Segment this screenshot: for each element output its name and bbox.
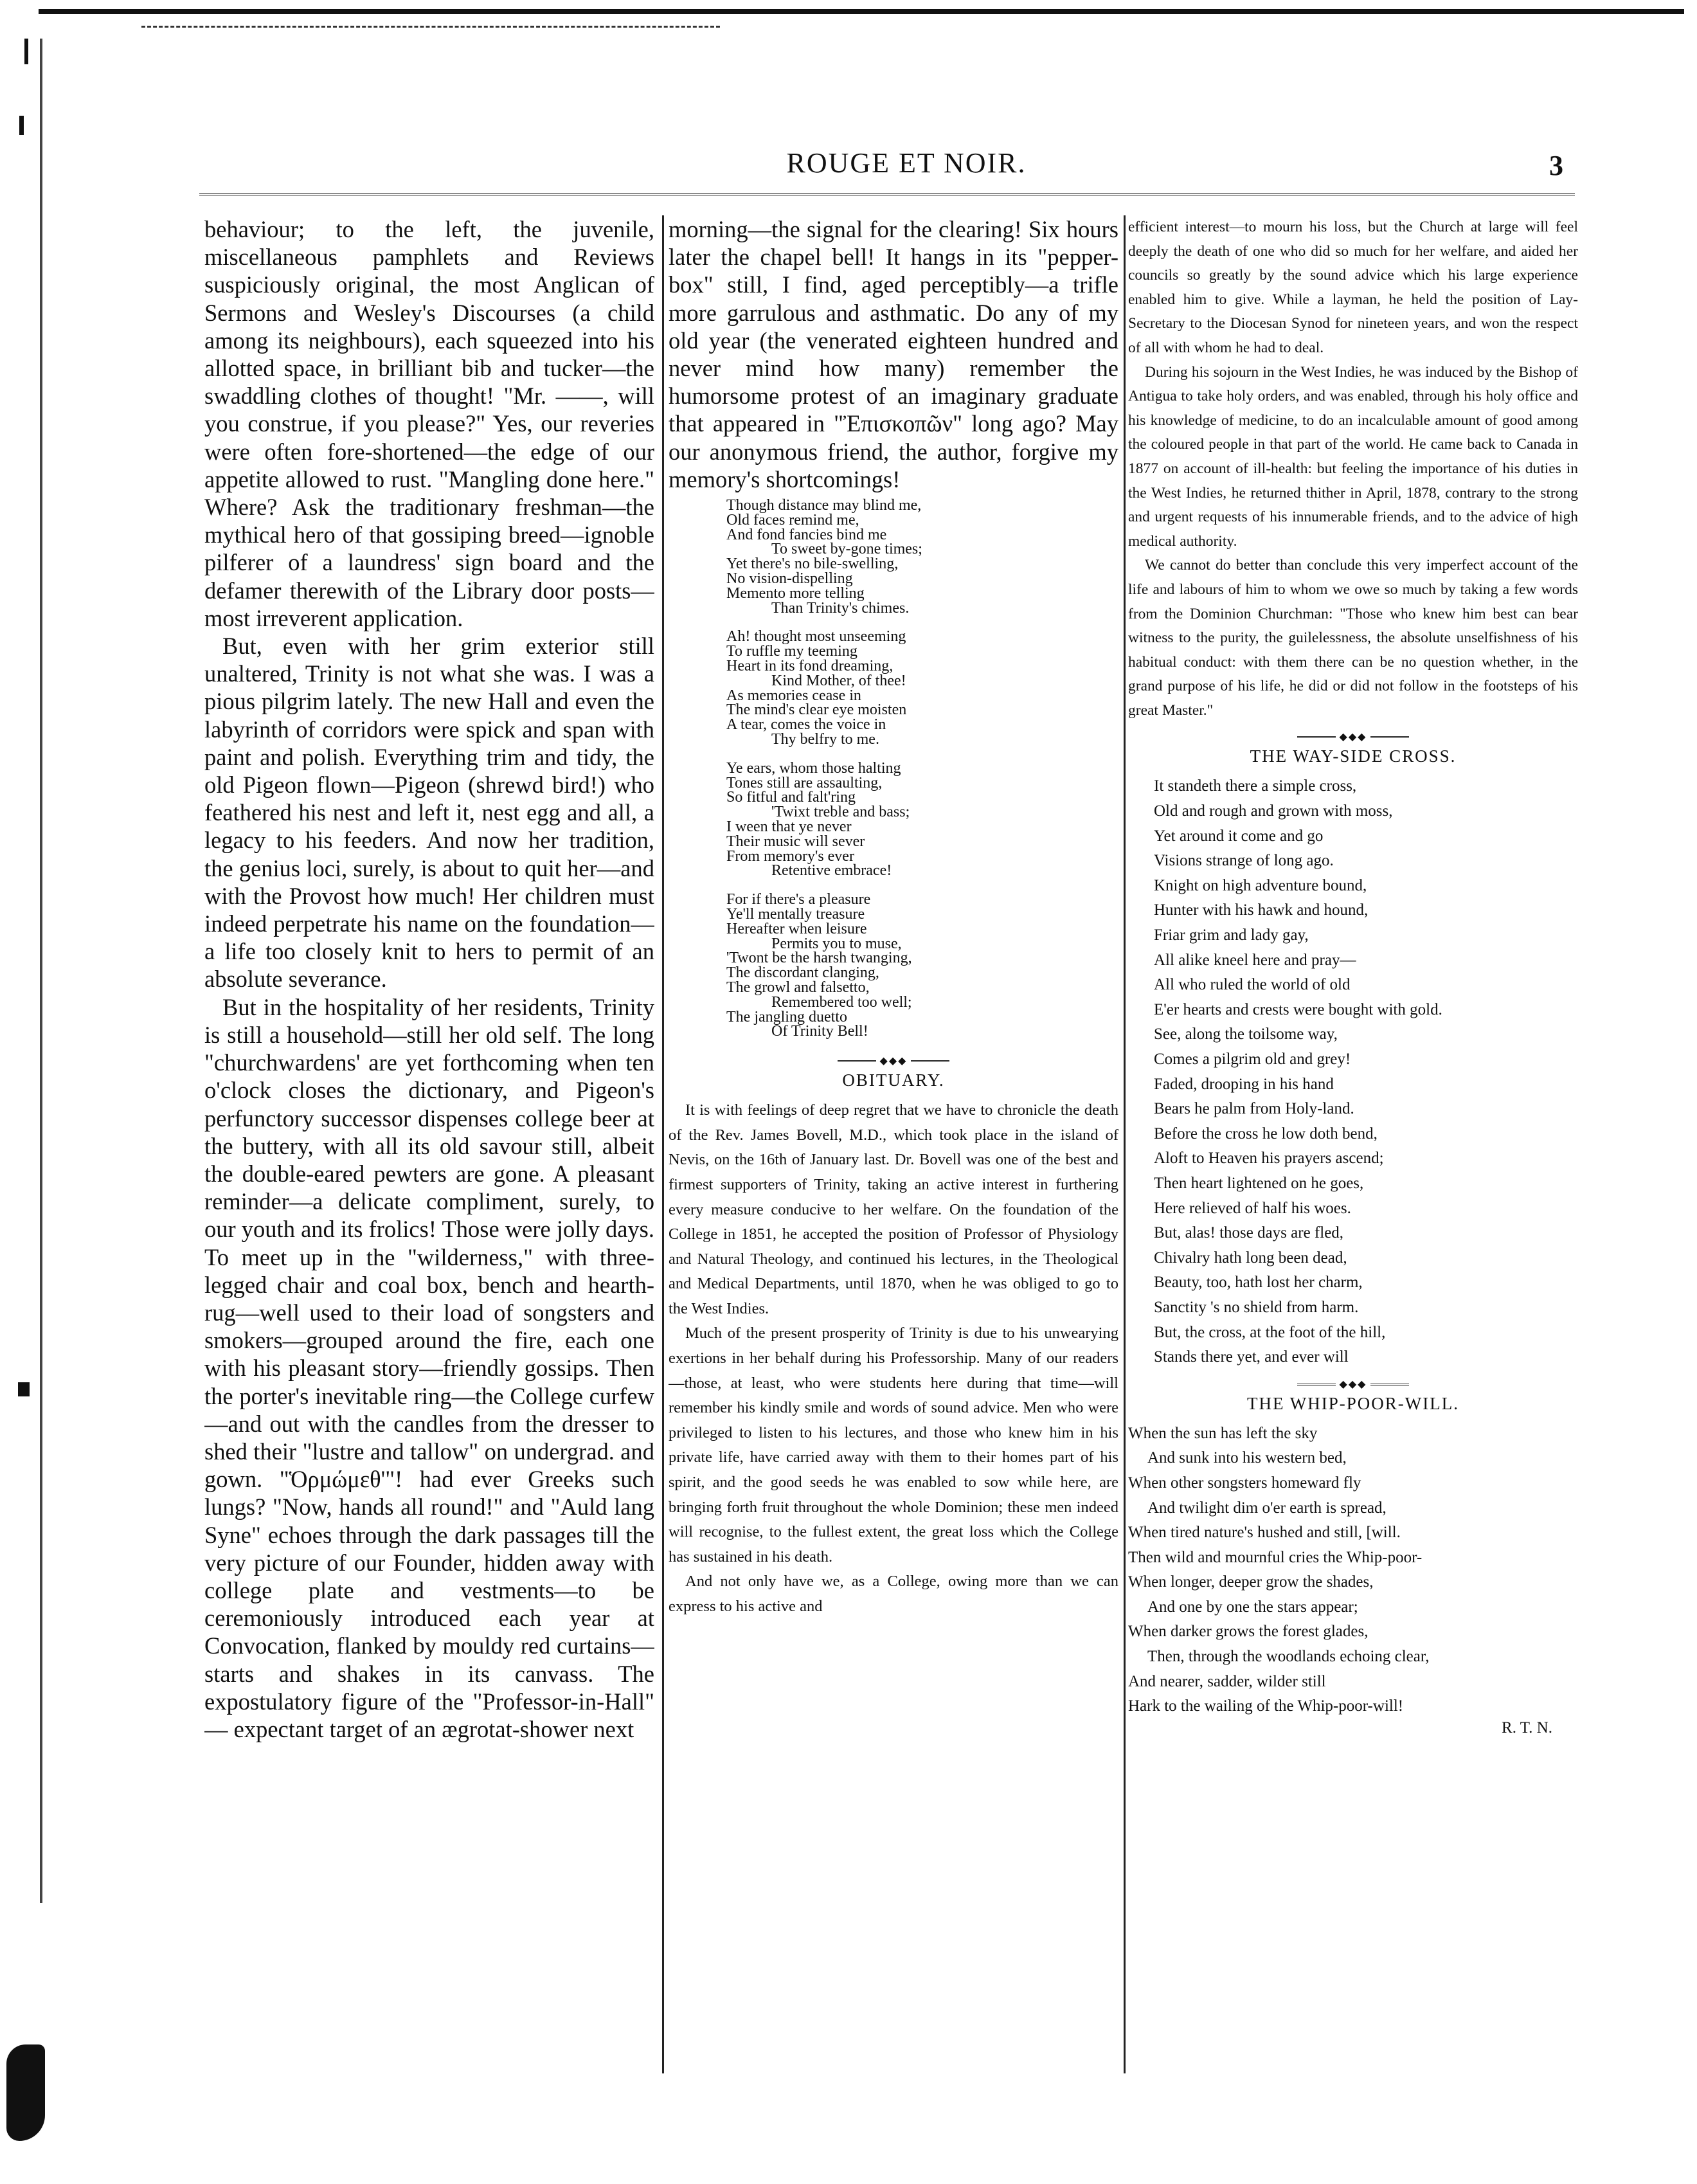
poem-line: Retentive embrace! (771, 862, 892, 880)
header-rule (199, 193, 1575, 195)
poem-line: From memory's ever (726, 847, 854, 865)
poem-line: And nearer, sadder, wilder still (1128, 1672, 1326, 1690)
paragraph: We cannot do better than conclude this very imperfect account of the life and labours of him to whom we owe so much by taking a few words from the Dominion Churchman: "Those who knew him best can bear witness to the purity, the guilelessness, the absolute unselfishness of his habitual conduct: with them there can be no question whether, in the grand purpose of his life, he did or did not follow in the footsteps of his great Master." (1128, 557, 1578, 719)
bell-poem (726, 498, 1118, 1039)
poem-line: Beauty, too, hath lost her charm, (1154, 1274, 1363, 1292)
poem-line: When darker grows the forest glades, (1128, 1623, 1369, 1641)
poem-line: Memento more telling (726, 584, 865, 602)
poem-line: The jangling duetto (726, 1008, 847, 1025)
poem-line: But, the cross, at the foot of the hill, (1154, 1323, 1386, 1341)
poem-line: Tones still are assaulting, (726, 774, 883, 791)
signature: R. T. N. (1502, 1719, 1552, 1737)
paragraph: efficient interest—to mourn his loss, but the Church at large will feel deeply the death of one who did so much for her welfare, and aided her councils so greatly by the sound advice which his large experience enabled him to give. While a layman, he held the position of Lay-Secretary to the Diocesan Synod for nineteen years, and won the respect of all with whom he had to deal. (1128, 219, 1578, 356)
poem-line: Hark to the wailing of the Whip-poor-will! (1128, 1697, 1404, 1715)
paragraph: But, even with her grim exterior still unaltered, Trinity is not what she was. I was a pious pilgrim lately. The new Hall and even the labyrinth of corridors were spick and span with paint and polish. Everything trim and tidy, the old Pigeon flown—Pigeon (shrewd bird!) who feathered his nest and left it, nest egg and all, a legacy to his feeders. And now her tradition, the genius loci, surely, is about to quit her—and with the Provost how much! Her children must indeed perpetrate his name on the foundation—a life too closely knit to hers to permit of an absolute severance. (204, 633, 654, 993)
poem-stanza (726, 498, 1118, 615)
poem-line: I ween that ye never (726, 818, 852, 835)
poem-line: E'er hearts and crests were bought with gold. (1154, 1000, 1442, 1018)
poem-line: When the sun has left the sky (1128, 1424, 1318, 1442)
whip-title: THE WHIP-POOR-WILL. (1247, 1393, 1459, 1413)
poem-line: Yet there's no bile-swelling, (726, 555, 899, 573)
section-separator: ◆◆◆ (669, 1053, 1118, 1068)
poem-line: For if there's a pleasure (726, 891, 871, 908)
poem-line: The growl and falsetto, (726, 979, 870, 996)
poem-line: Faded, drooping in his hand (1154, 1075, 1334, 1093)
section-separator: ◆◆◆ (1128, 729, 1578, 744)
poem-line: Old and rough and grown with moss, (1154, 802, 1393, 820)
poem-stanza (726, 629, 1118, 746)
poem-line: To ruffle my teeming (726, 643, 857, 660)
obituary-continued (1128, 215, 1578, 723)
poem-line: Of Trinity Bell! (771, 1023, 868, 1040)
poem-line: Old faces remind me, (726, 511, 859, 528)
corner-blot (6, 2044, 45, 2141)
top-border (39, 9, 1684, 14)
poem-line: Permits you to muse, (771, 935, 902, 952)
poem-line: All alike kneel here and pray— (1154, 951, 1356, 969)
paragraph: And not only have we, as a College, owing more than we can express to his active and (669, 1573, 1118, 1615)
poem-line: Then, through the woodlands echoing clear, (1147, 1648, 1430, 1666)
poem-line: So fitful and falt'ring (726, 789, 856, 806)
poem-line: Ye'll mentally treasure (726, 905, 865, 923)
poem-line: Yet around it come and go (1154, 827, 1324, 845)
obituary-body (669, 1098, 1118, 1619)
poem-line: When longer, deeper grow the shades, (1128, 1573, 1374, 1591)
margin-mark (18, 1382, 30, 1396)
poem-line: Their music will sever (726, 833, 865, 850)
poem-line: Hunter with his hawk and hound, (1154, 901, 1369, 919)
poem-stanza (726, 761, 1118, 878)
top-dashed-rule (141, 26, 720, 28)
poem-line: And one by one the stars appear; (1147, 1598, 1358, 1616)
paragraph: Much of the present prosperity of Trinity is due to his unwearying exertions in her behalf during his Professorship. Many of our readers—those, at least, who were students here during that time—will remember his kindly smile and words of sound advice. Men who were privileged to listen to his lectures, and those who knew him in his private life, have carried away with them to their homes part of his spirit, and the good seeds he was enabled to sow while here, are bringing forth fruit throughout the whole Dominion; these men indeed will recognise, to the fullest extent, the great loss which the College has sustained in his death. (669, 1324, 1118, 1566)
poem-line: To sweet by-gone times; (771, 541, 922, 558)
column-divider (662, 215, 664, 2073)
poem-line: Remembered too well; (771, 993, 912, 1011)
poem-line: Then wild and mournful cries the Whip-poor- (1128, 1548, 1423, 1566)
poem-line: A tear, comes the voice in (726, 716, 886, 734)
poem-line: And fond fancies bind me (726, 526, 887, 543)
paragraph: But in the hospitality of her residents, Trinity is still a household—still her old self. The long "churchwardens' are yet forthcoming when ten o'clock closes the dictionary, and Pigeon's perfunctory successor dispenses college beer at the buttery, with all its old savour still, albeit the double-eared pewters are gone. A pleasant reminder—a delicate compliment, surely, to our youth and its frolics! Those were jolly days. To meet up in the "wilderness," with three-legged chair and coal box, bench and hearth-rug—well used to their load of songsters and smokers—grouped around the fire, each one with his pleasant story—friendly gossips. Then the porter's inevitable ring—the College curfew—and out with the candles from the dresser to shed their "lustre and tallow" on undergrad. and gown. "Ὁρμώμεθ'"! had ever Greeks such lungs? "Now, hands all round!" and "Auld lang Syne" echoes through the dark passages till the very picture of our Founder, hidden away with college plate and vestments—to be ceremoniously introduced each year at Convocation, flanked by mouldy red curtains—starts and shakes in its canvass. The expostulatory figure of the "Professor-in-Hall" — expectant target of an ægrotat-shower next (204, 993, 654, 1742)
poem-line: Though distance may blind me, (726, 497, 922, 514)
poem-line: Hereafter when leisure (726, 920, 867, 937)
poem-line: The mind's clear eye moisten (726, 701, 907, 719)
column-1 (204, 215, 654, 1743)
poem-line: Kind Mother, of thee! (771, 672, 906, 689)
paragraph: It is with feelings of deep regret that we have to chronicle the death of the Rev. James Bovell, M.D., which took place in the island of Nevis, on the 16th of January last. Dr. Bovell was one of the best and firmest supporters of Trinity, taking an active interest in furthering every measure conducive to her welfare. On the foundation of the College in 1851, he accepted the position of Professor of Physiology and Natural Theology, and continued his lectures, in the Theological and Medical Departments, until 1870, when he was obliged to go to the West Indies. (669, 1101, 1118, 1317)
poem-line: It standeth there a simple cross, (1154, 777, 1357, 795)
poem-line: Heart in its fond dreaming, (726, 658, 893, 674)
poem-line: See, along the toilsome way, (1154, 1025, 1338, 1043)
poem-line: When other songsters homeward fly (1128, 1474, 1361, 1492)
poem-line: All who ruled the world of old (1154, 976, 1351, 994)
poem-line: Chivalry hath long been dead, (1154, 1249, 1347, 1267)
poem-line: And twilight dim o'er earth is spread, (1147, 1499, 1387, 1517)
poem-line: Visions strange of long ago. (1154, 852, 1334, 870)
poem-line: As memories cease in (726, 687, 861, 704)
section-separator: ◆◆◆ (1128, 1376, 1578, 1391)
poem-line: But, alas! those days are fled, (1154, 1224, 1344, 1242)
poem-line: Thy belfry to me. (771, 730, 879, 748)
poem-line: Before the cross he low doth bend, (1154, 1124, 1378, 1142)
poem-line: And sunk into his western bed, (1147, 1449, 1347, 1467)
obituary-title: OBITUARY. (842, 1070, 945, 1090)
poem-line: Then heart lightened on he goes, (1154, 1174, 1364, 1192)
poem-line: No vision-dispelling (726, 570, 853, 588)
paragraph: behaviour; to the left, the juvenile, miscellaneous pamphlets and Reviews suspiciously original, the most Anglican of Sermons and Wesley's Discourses (a child among its neighbours), each squeezed into his allotted space, in brilliant bib and tucker—the swaddling clothes of thought! "Mr. ——, will you construe, if you please?" Yes, our reveries were often fore-shortened—the edge of our appetite allowed to rust. "Mangling done here." Where? Ask the traditionary freshman—the mythical hero of that gossiping breed—ignoble pilferer of a laundress' sign board and the defamer therewith of the Library door posts—most irreverent application. (204, 216, 654, 631)
poem-line: When tired nature's hushed and still, [will. (1128, 1524, 1401, 1542)
poem-line: Knight on high adventure bound, (1154, 876, 1367, 894)
page-title: ROUGE ET NOIR. (786, 147, 1027, 179)
poem-line: Ah! thought most unseeming (726, 628, 906, 645)
page-number: 3 (1549, 150, 1563, 181)
poem-line: Here relieved of half his woes. (1154, 1199, 1351, 1217)
poem-line: Sanctity 's no shield from harm. (1154, 1298, 1359, 1316)
poem-line: Ye ears, whom those halting (726, 759, 901, 777)
poem-line: The discordant clanging, (726, 964, 879, 982)
poem-line: Friar grim and lady gay, (1154, 926, 1309, 944)
poem-line: 'Twont be the harsh twanging, (726, 950, 912, 967)
margin-mark (24, 39, 28, 64)
wayside-title: THE WAY-SIDE CROSS. (1250, 746, 1457, 766)
column-3 (1128, 215, 1578, 1737)
column-divider (1124, 215, 1126, 2073)
whip-poem (1128, 1421, 1578, 1719)
poem-line: 'Twixt treble and bass; (771, 804, 910, 821)
paragraph: morning—the signal for the clearing! Six hours later the chapel bell! It hangs in its "pepper-box" still, I find, aged perceptibly—a trifle more garrulous and asthmatic. Do any of my old year (the venerated eighteen hundred and never mind how many) remember the humorsome protest of an imaginary graduate that appeared in "Ἐπισκοπῶν" long ago? May our anonymous friend, the author, forgive my memory's shortcomings! (669, 216, 1118, 492)
poem-line: Comes a pilgrim old and grey! (1154, 1051, 1351, 1068)
margin-rule (40, 39, 42, 1903)
poem-line: Stands there yet, and ever will (1154, 1348, 1349, 1366)
wayside-poem (1154, 774, 1578, 1369)
margin-mark (19, 116, 24, 135)
column-2 (669, 215, 1118, 1620)
poem-line: Bears he palm from Holy-land. (1154, 1100, 1354, 1118)
paragraph: During his sojourn in the West Indies, he was induced by the Bishop of Antigua to take holy orders, and was enabled, through his holy office and his knowledge of medicine, to do an incalculable amount of good among the coloured people in that part of the world. He came back to Canada in 1877 on account of ill-health: but feeling the importance of his duties in the West Indies, he returned thither in April, 1878, contrary to the strong and urgent requests of his innumerable friends, and to the advice of high medical authority. (1128, 363, 1578, 550)
poem-line: Aloft to Heaven his prayers ascend; (1154, 1150, 1384, 1168)
poem-line: Than Trinity's chimes. (771, 599, 910, 617)
poem-stanza (726, 892, 1118, 1039)
